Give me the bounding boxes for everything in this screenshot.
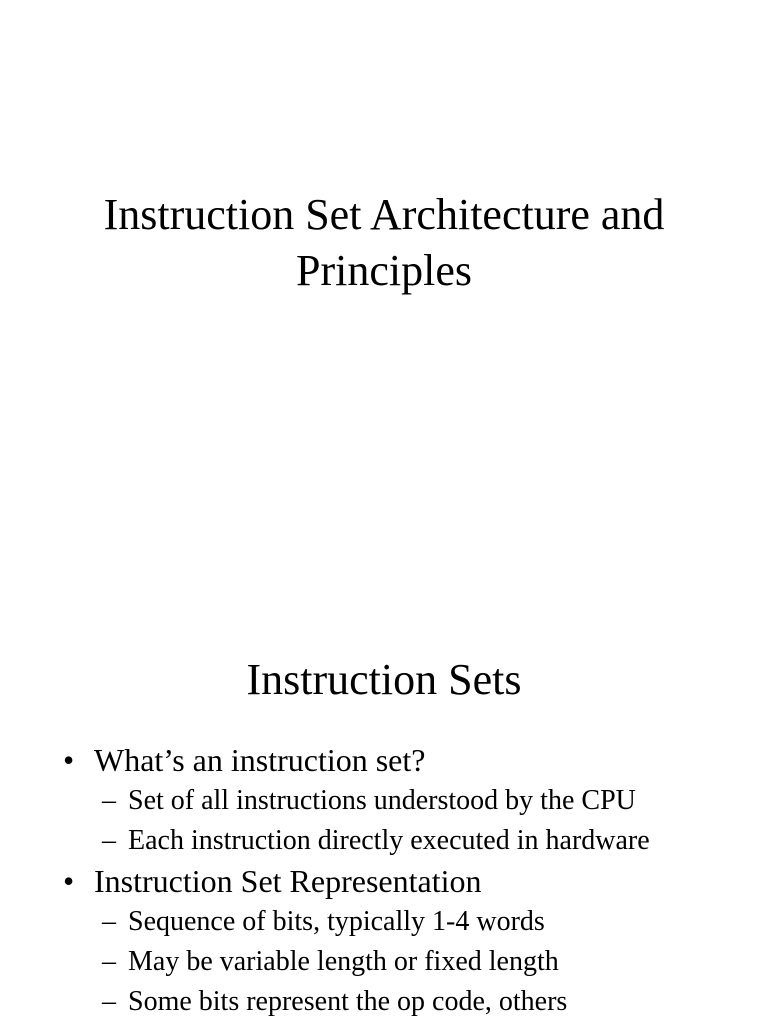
sub-bullet-text: Set of all instructions understood by the CPU xyxy=(128,785,636,816)
sub-bullet-item xyxy=(0,821,768,861)
bullet-item xyxy=(0,861,768,902)
sub-bullet-item xyxy=(0,781,768,821)
sub-bullet-marker: – xyxy=(102,825,116,856)
slide-title-line-1: Instruction Set Architecture and xyxy=(103,190,665,239)
slide-title-line-2: Principles xyxy=(296,246,472,295)
bullet-marker: • xyxy=(63,742,75,778)
bullet-list xyxy=(0,740,768,1022)
sub-bullet-marker: – xyxy=(102,946,116,977)
sub-bullet-item xyxy=(0,982,768,1022)
bullet-item xyxy=(0,740,768,781)
bullet-text: What’s an instruction set? xyxy=(94,742,426,778)
sub-bullet-text: May be variable length or fixed length xyxy=(128,946,559,977)
slide-title xyxy=(0,187,768,299)
sub-bullet-item xyxy=(0,942,768,982)
slide-heading: Instruction Sets xyxy=(246,655,522,704)
content-slide xyxy=(0,576,768,1024)
sub-bullet-marker: – xyxy=(102,986,116,1017)
bullet-text: Instruction Set Representation xyxy=(94,863,482,899)
sub-bullet-item xyxy=(0,902,768,942)
bullet-marker: • xyxy=(63,863,75,899)
sub-bullet-text: Some bits represent the op code, others xyxy=(128,986,568,1017)
sub-bullet-marker: – xyxy=(102,785,116,816)
sub-bullet-text: Each instruction directly executed in hardware xyxy=(128,825,650,856)
sub-bullet-marker: – xyxy=(102,906,116,937)
sub-bullet-text: Sequence of bits, typically 1-4 words xyxy=(128,906,545,937)
